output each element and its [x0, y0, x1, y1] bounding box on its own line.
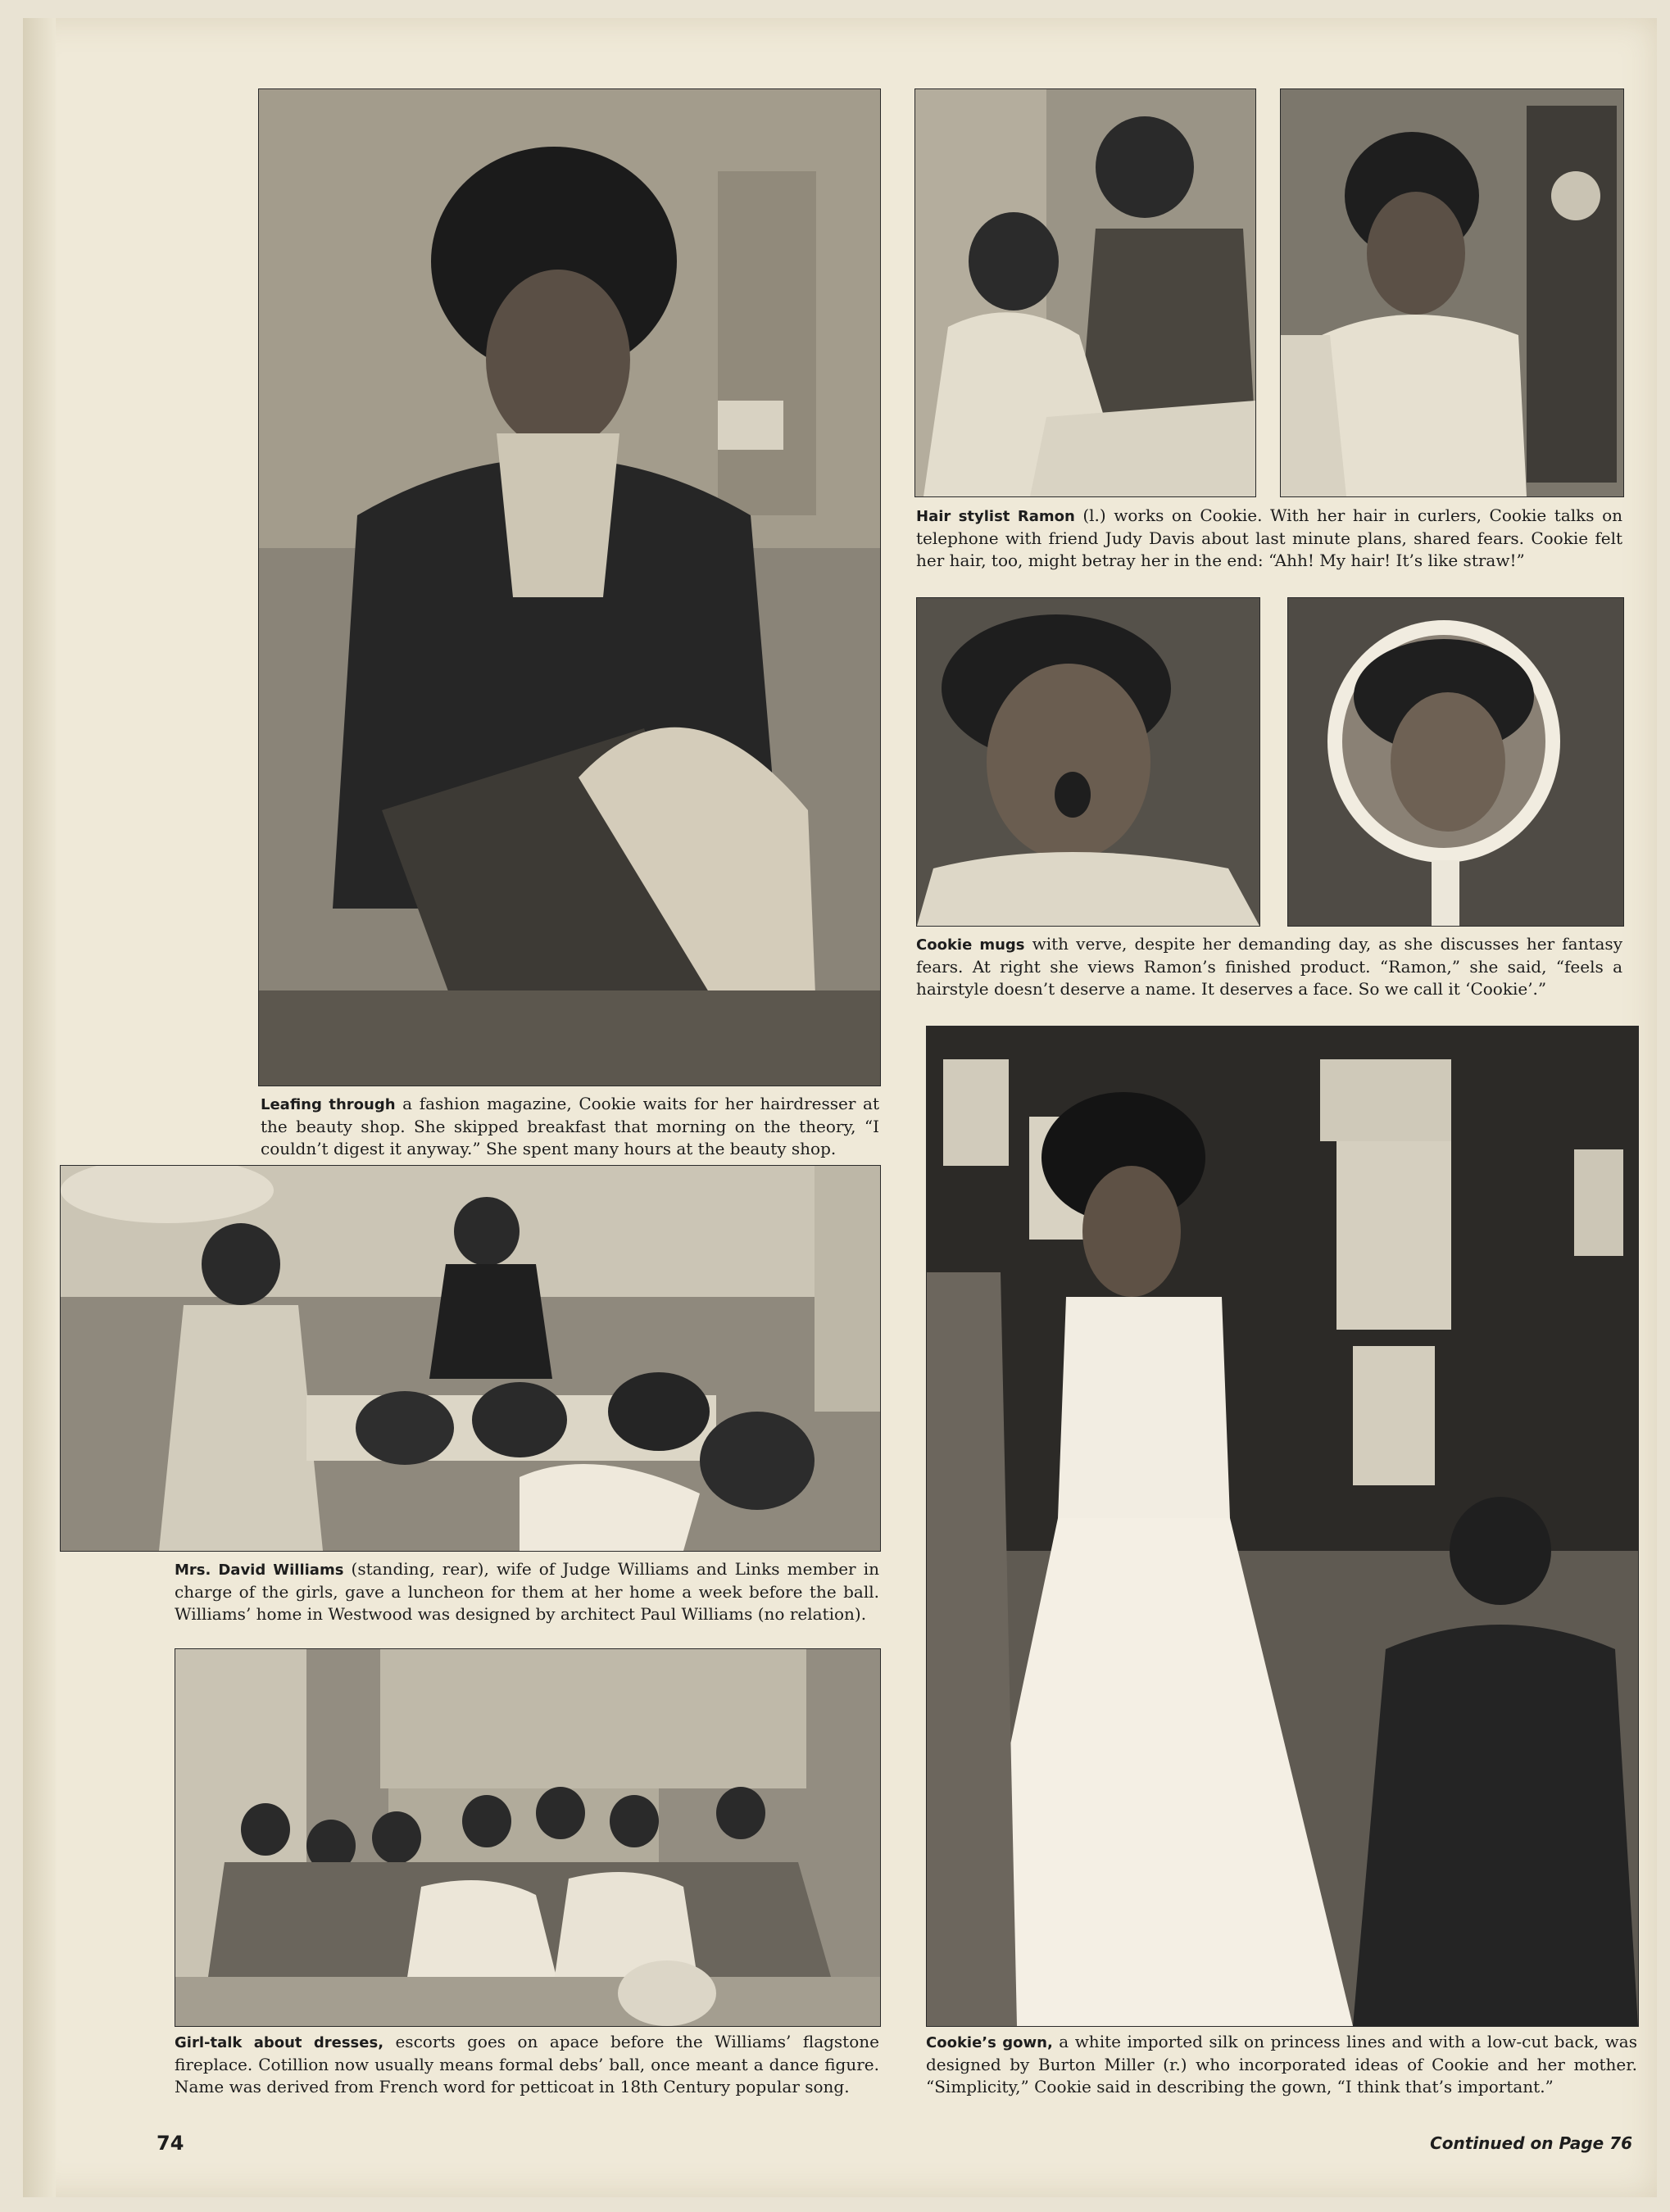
- caption-cookie-gown-lead: Cookie’s gown,: [926, 2034, 1053, 2051]
- caption-leafing-lead: Leafing through: [261, 1096, 396, 1113]
- page-number: 74: [157, 2132, 184, 2155]
- continued-notice: Continued on Page 76: [1430, 2133, 1632, 2153]
- photo-cookie-gown: [926, 1026, 1639, 2027]
- caption-cookie-mugs: [916, 933, 1622, 1000]
- caption-hair-stylist: [916, 505, 1622, 572]
- photo-luncheon: [60, 1165, 881, 1552]
- caption-cookie-mugs-lead: Cookie mugs: [916, 936, 1025, 954]
- caption-mrs-williams-text: (standing, rear), wife of Judge Williams and Links member in charge of the girls, gave a luncheon for them at her home a week before the ball. Williams’ home in Westwood was designed by architect Paul Williams (no relation).: [175, 1559, 879, 1624]
- caption-cookie-mugs-text: with verve, despite her demanding day, as she discusses her fantasy fears. At right she views Ramon’s finished product. “Ramon,” she said, “feels a hairstyle doesn’t deserve a name. It deserves a face. So we call it ‘Cookie’.”: [916, 934, 1622, 999]
- magazine-page: [23, 18, 1657, 2197]
- photo-leafing-magazine: [258, 88, 881, 1086]
- page-spine: [23, 18, 56, 2197]
- caption-girl-talk-lead: Girl-talk about dresses,: [175, 2034, 384, 2051]
- photo-fireplace: [175, 1648, 881, 2027]
- caption-cookie-gown: [926, 2031, 1637, 2098]
- caption-girl-talk: [175, 2031, 879, 2098]
- caption-leafing: [261, 1093, 879, 1160]
- photo-telephone: [1280, 88, 1624, 497]
- photo-hair-stylist: [914, 88, 1256, 497]
- caption-cookie-gown-text: a white imported silk on princess lines and with a low-cut back, was designed by Burton Miller (r.) who incorporated ideas of Cookie and her mother. “Simplicity,” Cookie said in describing the gown, “I think that’s important.”: [926, 2032, 1637, 2096]
- caption-hair-stylist-text: (l.) works on Cookie. With her hair in curlers, Cookie talks on telephone with friend Judy Davis about last minute plans, shared fears. Cookie felt her hair, too, might betray her in the end: “Ahh! My hair! It’s like straw!”: [916, 505, 1623, 570]
- photo-mirror: [1287, 597, 1624, 927]
- caption-girl-talk-text: escorts goes on apace before the Williams’ flagstone fireplace. Cotillion now usually means formal debs’ ball, once meant a dance figure. Name was derived from French word for petticoat in 18th Century popular song.: [175, 2032, 879, 2096]
- photo-cookie-mugs: [916, 597, 1260, 927]
- caption-hair-stylist-lead: Hair stylist Ramon: [916, 508, 1075, 525]
- caption-mrs-williams-lead: Mrs. David Williams: [175, 1562, 344, 1579]
- caption-mrs-williams: [175, 1558, 879, 1625]
- caption-leafing-text: a fashion magazine, Cookie waits for her hairdresser at the beauty shop. She skipped breakfast that morning on the theory, “I couldn’t digest it anyway.” She spent many hours at the beauty shop.: [261, 1094, 879, 1158]
